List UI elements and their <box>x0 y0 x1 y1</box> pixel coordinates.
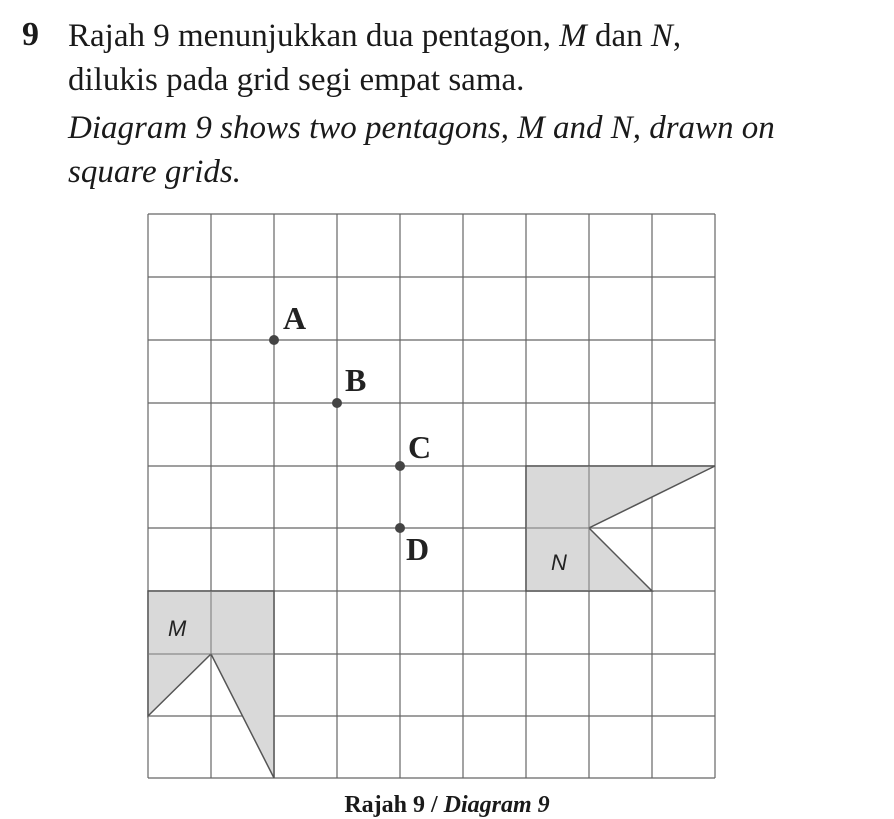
question-text-en-line1: Diagram 9 shows two pentagons, M and N, drawn on <box>68 110 775 146</box>
caption-en: Diagram 9 <box>443 792 550 818</box>
question-text-ms-part: dan <box>586 18 651 54</box>
point-d <box>395 523 405 533</box>
point-c <box>395 461 405 471</box>
label-c: C <box>408 429 432 465</box>
label-m: M <box>168 616 187 641</box>
point-b <box>332 398 342 408</box>
question-text-ms-line2: dilukis pada grid segi empat sama. <box>68 62 525 98</box>
point-a <box>269 335 279 345</box>
diagram-caption <box>0 792 894 819</box>
label-b: B <box>345 362 367 398</box>
question-text-ms-part: Rajah 9 menunjukkan dua pentagon, <box>68 18 560 54</box>
question-number: 9 <box>22 16 39 53</box>
label-d: D <box>406 531 430 567</box>
question-text-en-line2: square grids. <box>68 154 241 190</box>
label-n-inline: N <box>650 18 673 54</box>
label-n: N <box>551 550 567 575</box>
question-text-ms-part: , <box>672 18 682 54</box>
caption-ms: Rajah 9 / <box>344 792 444 818</box>
label-a: A <box>283 300 307 336</box>
label-m-inline: M <box>559 18 587 54</box>
